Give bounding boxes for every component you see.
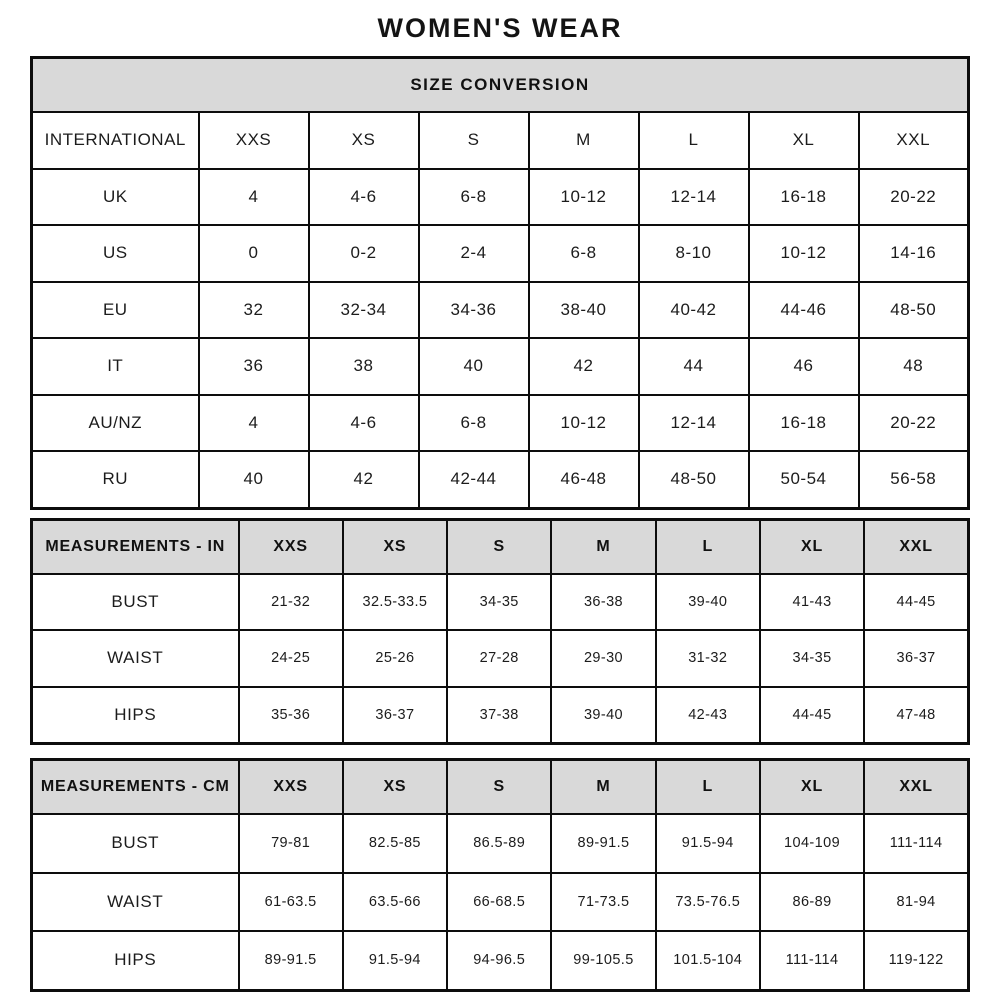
measure-cell: 63.5-66 (343, 873, 447, 932)
measurements-in-table (30, 518, 970, 746)
size-header-cell: XXS (239, 519, 343, 574)
size-cell: 2-4 (419, 225, 529, 282)
measure-cell: 89-91.5 (239, 931, 343, 990)
measure-cell: 35-36 (239, 687, 343, 744)
size-header-cell: L (656, 519, 760, 574)
size-header-cell: XXL (859, 112, 969, 169)
row-label: UK (32, 169, 199, 226)
size-header-cell: XXL (864, 760, 968, 815)
measure-cell: 44-45 (760, 687, 864, 744)
table-row-uk (32, 169, 969, 226)
size-cell: 10-12 (529, 169, 639, 226)
measure-cell: 79-81 (239, 814, 343, 873)
row-label: BUST (32, 814, 239, 873)
size-cell: 12-14 (639, 169, 749, 226)
size-cell: 46-48 (529, 451, 639, 508)
measure-cell: 86.5-89 (447, 814, 551, 873)
measure-cell: 81-94 (864, 873, 968, 932)
measure-cell: 36-38 (551, 574, 655, 631)
size-header-cell: XXS (239, 760, 343, 815)
measurements-in-title: MEASUREMENTS - IN (32, 519, 239, 574)
measure-cell: 71-73.5 (551, 873, 655, 932)
size-header-cell: XL (760, 519, 864, 574)
row-label-international: INTERNATIONAL (32, 112, 199, 169)
row-label: RU (32, 451, 199, 508)
row-label: AU/NZ (32, 395, 199, 452)
size-header-cell: XL (760, 760, 864, 815)
size-cell: 34-36 (419, 282, 529, 339)
measure-cell: 31-32 (656, 630, 760, 687)
measure-cell: 73.5-76.5 (656, 873, 760, 932)
size-header-cell: XL (749, 112, 859, 169)
row-label: BUST (32, 574, 239, 631)
measure-cell: 36-37 (343, 687, 447, 744)
measure-cell: 86-89 (760, 873, 864, 932)
size-cell: 20-22 (859, 395, 969, 452)
size-cell: 4 (199, 395, 309, 452)
size-header-cell: XXS (199, 112, 309, 169)
measure-cell: 94-96.5 (447, 931, 551, 990)
size-conversion-table (30, 56, 970, 510)
size-cell: 48-50 (639, 451, 749, 508)
size-cell: 0-2 (309, 225, 419, 282)
measure-cell: 91.5-94 (343, 931, 447, 990)
size-cell: 6-8 (529, 225, 639, 282)
size-cell: 40-42 (639, 282, 749, 339)
measure-cell: 89-91.5 (551, 814, 655, 873)
size-cell: 6-8 (419, 169, 529, 226)
size-cell: 8-10 (639, 225, 749, 282)
size-header-cell: L (639, 112, 749, 169)
table-row-bust-cm (32, 814, 969, 873)
measure-cell: 42-43 (656, 687, 760, 744)
measure-cell: 119-122 (864, 931, 968, 990)
size-cell: 32 (199, 282, 309, 339)
size-cell: 48 (859, 338, 969, 395)
measure-cell: 21-32 (239, 574, 343, 631)
measure-cell: 101.5-104 (656, 931, 760, 990)
measure-cell: 25-26 (343, 630, 447, 687)
measure-cell: 41-43 (760, 574, 864, 631)
size-cell: 4 (199, 169, 309, 226)
row-label: IT (32, 338, 199, 395)
size-cell: 12-14 (639, 395, 749, 452)
size-cell: 38-40 (529, 282, 639, 339)
row-label: HIPS (32, 931, 239, 990)
size-header-cell: XS (309, 112, 419, 169)
size-cell: 40 (199, 451, 309, 508)
measure-cell: 47-48 (864, 687, 968, 744)
size-cell: 42 (309, 451, 419, 508)
size-conversion-banner-row (32, 58, 969, 113)
measure-cell: 111-114 (864, 814, 968, 873)
row-label: WAIST (32, 630, 239, 687)
measure-cell: 111-114 (760, 931, 864, 990)
measure-cell: 61-63.5 (239, 873, 343, 932)
measurements-cm-title: MEASUREMENTS - CM (32, 760, 239, 815)
measure-cell: 37-38 (447, 687, 551, 744)
measure-cell: 24-25 (239, 630, 343, 687)
size-header-cell: S (419, 112, 529, 169)
size-header-cell: S (447, 519, 551, 574)
measure-cell: 36-37 (864, 630, 968, 687)
measure-cell: 44-45 (864, 574, 968, 631)
size-header-row (32, 112, 969, 169)
measure-cell: 66-68.5 (447, 873, 551, 932)
table-row-waist-in (32, 630, 969, 687)
size-cell: 46 (749, 338, 859, 395)
size-conversion-banner: SIZE CONVERSION (32, 58, 969, 113)
size-header-cell: XS (343, 760, 447, 815)
measure-cell: 27-28 (447, 630, 551, 687)
size-cell: 0 (199, 225, 309, 282)
measure-cell: 91.5-94 (656, 814, 760, 873)
size-cell: 40 (419, 338, 529, 395)
size-cell: 16-18 (749, 395, 859, 452)
size-header-cell: M (529, 112, 639, 169)
size-cell: 4-6 (309, 169, 419, 226)
measure-cell: 32.5-33.5 (343, 574, 447, 631)
measure-cell: 82.5-85 (343, 814, 447, 873)
table-row-bust-in (32, 574, 969, 631)
page-title: WOMEN'S WEAR (377, 13, 623, 43)
measure-cell: 34-35 (760, 630, 864, 687)
table-row-it (32, 338, 969, 395)
size-cell: 36 (199, 338, 309, 395)
size-cell: 56-58 (859, 451, 969, 508)
size-cell: 50-54 (749, 451, 859, 508)
row-label: WAIST (32, 873, 239, 932)
measure-cell: 29-30 (551, 630, 655, 687)
size-cell: 4-6 (309, 395, 419, 452)
row-label: US (32, 225, 199, 282)
size-cell: 16-18 (749, 169, 859, 226)
table-row-waist-cm (32, 873, 969, 932)
measure-cell: 99-105.5 (551, 931, 655, 990)
size-cell: 44 (639, 338, 749, 395)
size-cell: 38 (309, 338, 419, 395)
size-header-cell: M (551, 519, 655, 574)
size-cell: 6-8 (419, 395, 529, 452)
size-cell: 10-12 (749, 225, 859, 282)
measurements-cm-header-row (32, 760, 969, 815)
row-label: EU (32, 282, 199, 339)
size-cell: 42-44 (419, 451, 529, 508)
size-cell: 42 (529, 338, 639, 395)
size-header-cell: M (551, 760, 655, 815)
table-row-hips-cm (32, 931, 969, 990)
table-row-us (32, 225, 969, 282)
measure-cell: 39-40 (551, 687, 655, 744)
table-row-ru (32, 451, 969, 508)
row-label: HIPS (32, 687, 239, 744)
measure-cell: 104-109 (760, 814, 864, 873)
size-cell: 48-50 (859, 282, 969, 339)
measure-cell: 39-40 (656, 574, 760, 631)
measure-cell: 34-35 (447, 574, 551, 631)
table-row-hips-in (32, 687, 969, 744)
size-header-cell: S (447, 760, 551, 815)
size-header-cell: XS (343, 519, 447, 574)
size-header-cell: XXL (864, 519, 968, 574)
measurements-in-header-row (32, 519, 969, 574)
size-cell: 32-34 (309, 282, 419, 339)
measurements-cm-table (30, 758, 970, 992)
size-cell: 10-12 (529, 395, 639, 452)
table-row-eu (32, 282, 969, 339)
size-cell: 20-22 (859, 169, 969, 226)
table-row-aunz (32, 395, 969, 452)
size-cell: 14-16 (859, 225, 969, 282)
size-cell: 44-46 (749, 282, 859, 339)
size-header-cell: L (656, 760, 760, 815)
